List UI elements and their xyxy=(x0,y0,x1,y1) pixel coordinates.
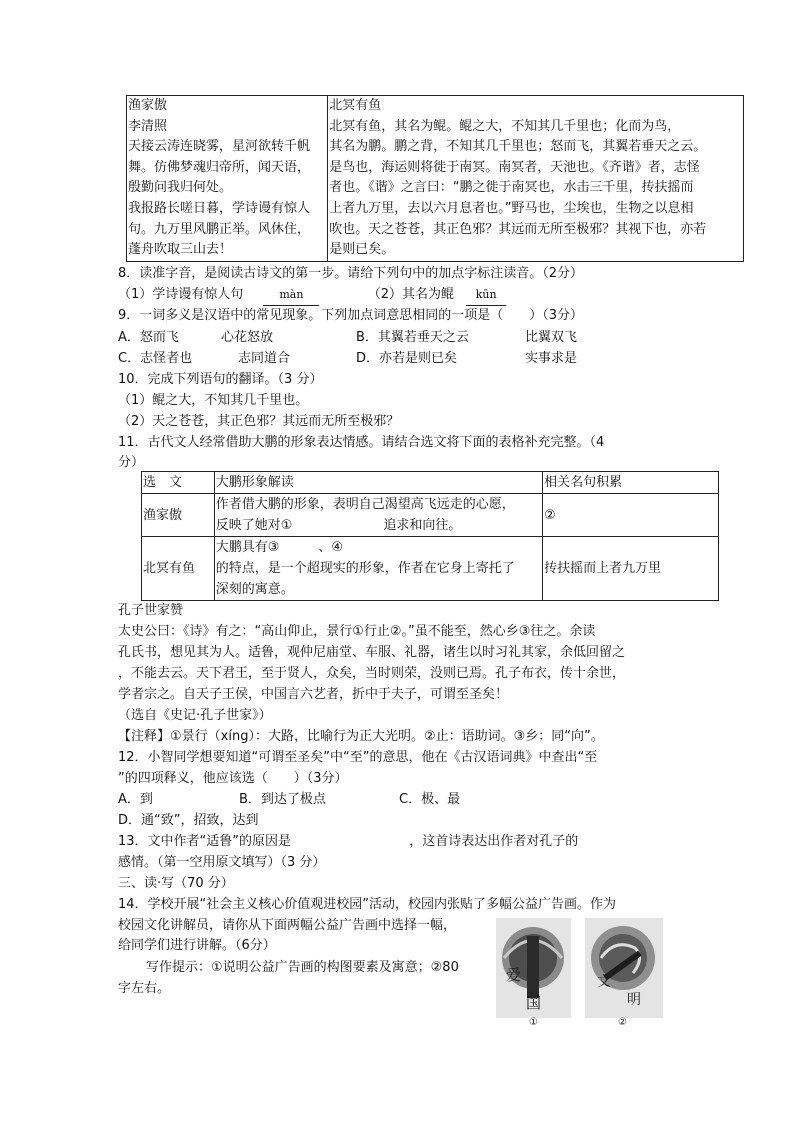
q11-table xyxy=(141,471,719,601)
section-heading: 三、读·写（70 分） xyxy=(118,876,234,891)
q9-option-b-2: 比翼双飞 xyxy=(525,330,578,345)
q10-sentence-2: （2）天之苍苍，其正色邪？其远而无所至极邪？ xyxy=(118,414,400,429)
poem-line: 殷勤问我归何处。 xyxy=(128,180,233,196)
poem-cell-right xyxy=(328,96,744,262)
poster-1-graphic xyxy=(496,918,571,1018)
q8-a-answer[interactable]: màn xyxy=(263,285,319,306)
table-cell-interpretation[interactable]: 作者借大鹏的形象，表明自己渴望高飞远走的心愿， 反映了她对① 追求和向往。 xyxy=(214,494,542,537)
prose-line: 其名为鹏。鹏之背，不知其几千里也；怒而飞，其翼若垂天之云。 xyxy=(329,139,707,155)
q13-line-2: 感情。（第一空用原文填写）（3 分） xyxy=(118,855,326,870)
poem-author-left: 李清照 xyxy=(128,118,168,134)
prose-line: 上者九万里，去以六月息者也。”野马也，尘埃也，生物之以息相 xyxy=(329,200,694,216)
poster-1-number: ① xyxy=(529,1017,538,1028)
poem-line: 我报路长嗟日暮，学诗谩有惊人 xyxy=(128,200,311,216)
poster-2-number: ② xyxy=(618,1017,627,1028)
prose-line: 是则已矣。 xyxy=(329,242,395,258)
poem-cell-left xyxy=(127,96,328,262)
q12-option-c[interactable]: C．极、最 xyxy=(399,792,461,807)
q9-option-a-2: 心花怒放 xyxy=(221,330,274,345)
q14-hint-1: 写作提示：①说明公益广告画的构图要素及寓意；②80 xyxy=(146,960,459,975)
q11-stem: 11．古代文人经常借助大鹏的形象表达情感。请结合选文将下面的表格补充完整。（4 xyxy=(118,435,605,450)
poster-2-graphic xyxy=(585,918,663,1018)
prose-line: 者也。《谐》之言曰：“鹏之徙于南冥也，水击三千里，抟扶摇而 xyxy=(329,180,694,196)
prose-line: 北冥有鱼，其名为鲲。鲲之大，不知其几千里也；化而为鸟， xyxy=(329,118,681,134)
poster-image-2[interactable] xyxy=(585,918,660,1026)
q9-option-d[interactable]: D．亦若是则已矣 xyxy=(356,351,458,366)
table-header: 选 文 xyxy=(142,472,215,494)
passage-line: 太史公曰：《诗》有之：“高山仰止，景行①行止②。”虽不能至，然心乡③往之。余读 xyxy=(118,624,596,639)
passage-title: 孔子世家赞 xyxy=(118,603,184,618)
table-header: 大鹏形象解读 xyxy=(214,472,542,494)
table-cell-name: 渔家傲 xyxy=(142,494,215,537)
passage-line: 学者宗之。自天子王侯，中国言六艺者，折中于夫子，可谓至圣矣！ xyxy=(118,687,509,702)
poster-2-char-1: 文 xyxy=(597,974,611,990)
q14-line-1: 14．学校开展“社会主义核心价值观进校园”活动，校园内张贴了多幅公益广告画。作为 xyxy=(118,897,617,912)
q8-answers xyxy=(118,285,673,306)
poster-1-char-1: 爱 xyxy=(506,966,522,984)
q9-option-c[interactable]: C．志怪者也 xyxy=(118,351,193,366)
q9-option-a[interactable]: A．怒而飞 xyxy=(118,330,179,345)
q9-option-c-2: 志同道合 xyxy=(238,351,291,366)
prose-line: 是鸟也，海运则将徙于南冥。南冥者，天池也。《齐谐》者，志怪 xyxy=(329,159,700,175)
table-cell-interpretation[interactable]: 大鹏具有③ 、④ 的特点，是一个超现实的形象，作者在它身上寄托了 深刻的寓意。 xyxy=(214,537,542,601)
q8-a-label: （1）学诗谩有惊人句 xyxy=(118,287,244,302)
q9-option-d-2: 实事求是 xyxy=(525,351,578,366)
table-header: 相关名句积累 xyxy=(543,472,719,494)
poem-line: 句。九万里风鹏正举。风休住， xyxy=(128,221,311,237)
poster-1-char-2: 国 xyxy=(526,994,542,1012)
q12-option-a[interactable]: A．到 xyxy=(118,792,153,807)
q10-stem: 10．完成下列语句的翻译。（3 分） xyxy=(118,372,323,387)
q8-b-answer[interactable]: kūn xyxy=(466,285,506,306)
q12-option-d[interactable]: D．通“致”，招致，达到 xyxy=(118,813,259,828)
table-cell-quote: 抟扶摇而上者九万里 xyxy=(543,537,719,601)
q13-part-b: ，这首诗表达出作者对孔子的 xyxy=(409,834,579,849)
q9-stem: 9．一词多义是汉语中的常见现象。下列加点词意思相同的一项是（ ）（3分） xyxy=(118,308,584,323)
passage-notes: 【注释】①景行（xíng）：大路，比喻行为正大光明。②止：语助词。③乡：同“向”。 xyxy=(118,729,604,744)
prose-line: 吹也。天之苍苍，其正色邪？其远而无所至极邪？其视下也，亦若 xyxy=(329,221,707,237)
table-cell-name: 北冥有鱼 xyxy=(142,537,215,601)
passage-source: （选自《史记·孔子世家》） xyxy=(118,708,272,723)
passage-line: ，不能去云。天下君王，至于贤人，众矣，当时则荣，没则已焉。孔子布衣，传十余世， xyxy=(118,666,626,681)
q14-line-2: 校园文化讲解员，请你从下面两幅公益广告画中选择一幅， xyxy=(118,918,457,933)
poster-image-1[interactable] xyxy=(496,918,571,1026)
q14-line-3: 给同学们进行讲解。（6分） xyxy=(118,938,276,953)
poem-title-left: 渔家傲 xyxy=(128,98,168,113)
q12-stem: 12．小智同学想要知道“可谓至圣矣”中“至”的意思，他在《古汉语词典》中查出“至 xyxy=(118,750,598,765)
poem-line: 舞。仿佛梦魂归帝所，闻天语， xyxy=(128,159,311,175)
poem-title-right: 北冥有鱼 xyxy=(329,98,382,113)
q11-stem-cont: 分） xyxy=(118,455,145,470)
poem-line: 天接云涛连晓雾，星河欲转千帆 xyxy=(128,139,311,155)
poem-line: 蓬舟吹取三山去！ xyxy=(128,242,233,258)
q8-stem: 8．读准字音，是阅读古诗文的第一步。请给下列句中的加点字标注读音。（2分） xyxy=(118,266,584,281)
q13-line-1 xyxy=(118,832,673,852)
q9-option-b[interactable]: B．其翼若垂天之云 xyxy=(356,330,469,345)
q14-hint-2: 字左右。 xyxy=(118,981,171,996)
q13-part-a: 13．文中作者“适鲁”的原因是 xyxy=(118,834,292,849)
q12-stem-cont: ”的四项释义，他应该选（ ）（3分） xyxy=(118,771,348,786)
q10-sentence-1: （1）鲲之大，不知其几千里也。 xyxy=(118,393,309,408)
table-cell-quote[interactable]: ② xyxy=(543,494,719,537)
poem-table xyxy=(126,95,744,262)
q12-option-b[interactable]: B．到达了极点 xyxy=(239,792,326,807)
poster-2-char-2: 明 xyxy=(627,992,641,1008)
q8-b-label: （2）其名为鲲 xyxy=(367,287,454,302)
passage-line: 孔氏书，想见其为人。适鲁，观仲尼庙堂、车服、礼器，诸生以时习礼其家，余低回留之 xyxy=(118,645,626,660)
